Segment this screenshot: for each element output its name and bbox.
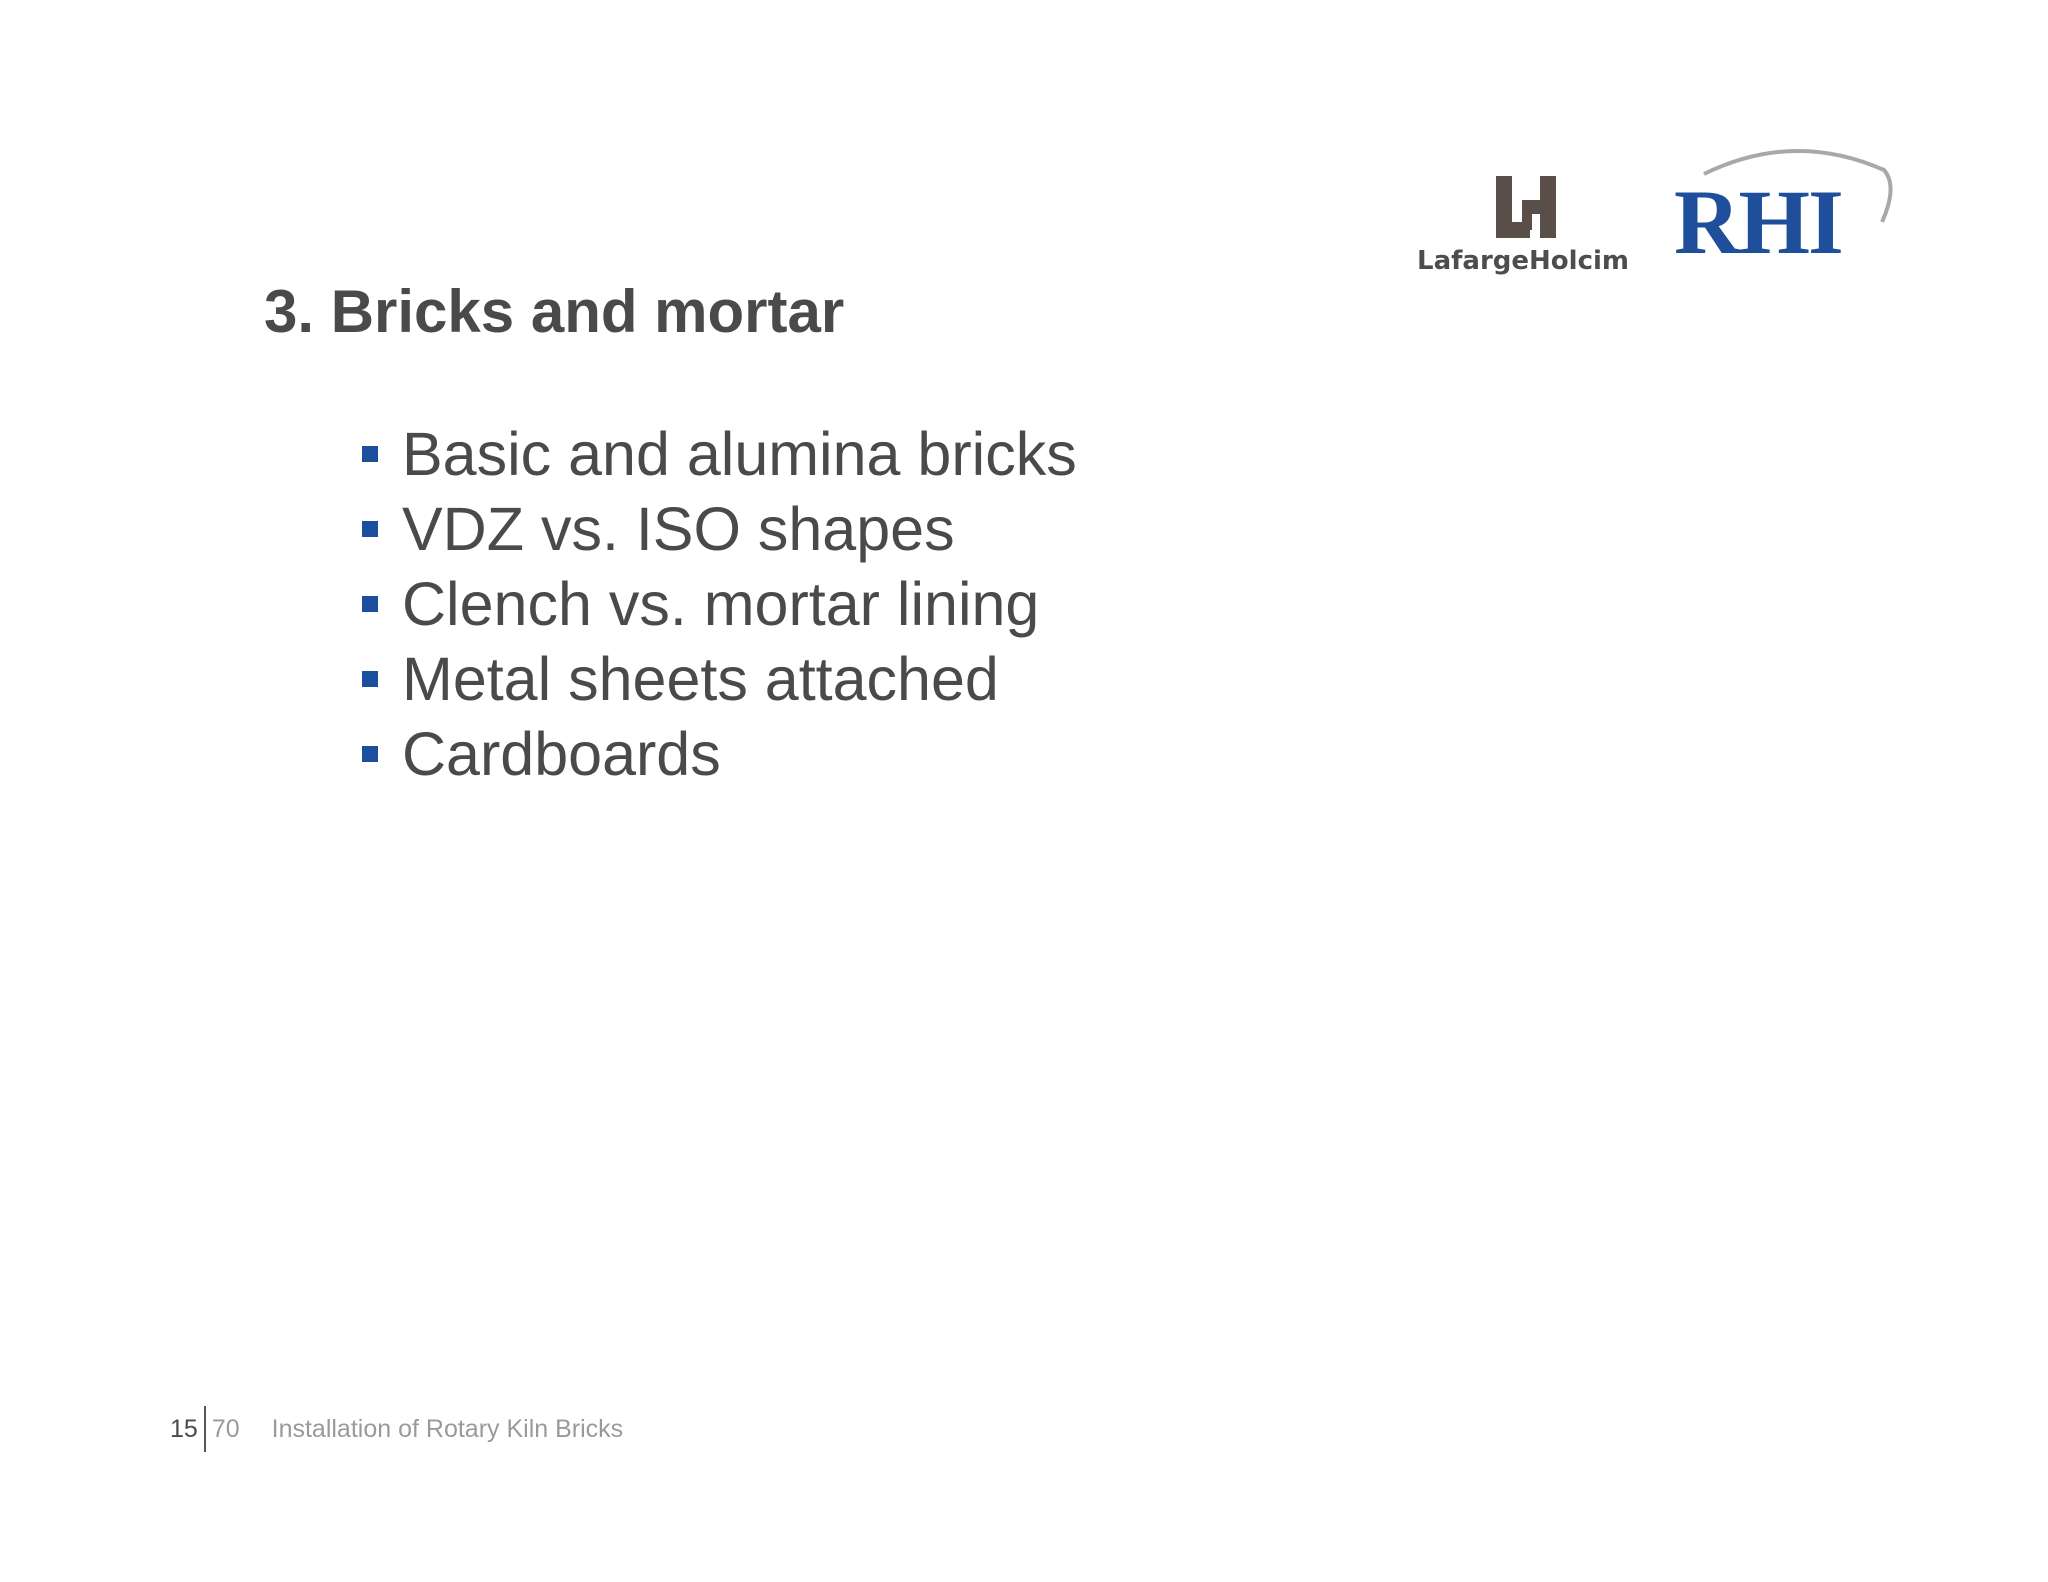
list-item-text: Metal sheets attached xyxy=(402,644,999,713)
list-item-text: Cardboards xyxy=(402,719,721,788)
slide-footer xyxy=(170,1408,623,1450)
footer-document-title: Installation of Rotary Kiln Bricks xyxy=(271,1414,624,1443)
square-bullet-icon xyxy=(362,671,378,687)
page-total: 70 xyxy=(211,1414,240,1443)
square-bullet-icon xyxy=(362,746,378,762)
list-item xyxy=(362,416,1077,491)
square-bullet-icon xyxy=(362,521,378,537)
list-item xyxy=(362,641,1077,716)
list-item xyxy=(362,716,1077,791)
lafargeholcim-mark-icon xyxy=(1492,174,1562,240)
square-bullet-icon xyxy=(362,596,378,612)
lafargeholcim-wordmark: LafargeHolcim xyxy=(1417,246,1629,276)
list-item xyxy=(362,491,1077,566)
square-bullet-icon xyxy=(362,446,378,462)
rhi-wordmark: RHI xyxy=(1674,171,1842,273)
list-item-text: Clench vs. mortar lining xyxy=(402,569,1040,638)
list-item xyxy=(362,566,1077,641)
page-number: 15 xyxy=(170,1414,198,1443)
bullet-list xyxy=(362,416,1077,791)
list-item-text: VDZ vs. ISO shapes xyxy=(402,494,955,563)
list-item-text: Basic and alumina bricks xyxy=(402,419,1077,488)
rhi-logo xyxy=(1664,140,1894,273)
lafargeholcim-logo xyxy=(1410,168,1636,286)
slide-title: 3. Bricks and mortar xyxy=(264,278,845,345)
page-divider xyxy=(204,1406,206,1452)
